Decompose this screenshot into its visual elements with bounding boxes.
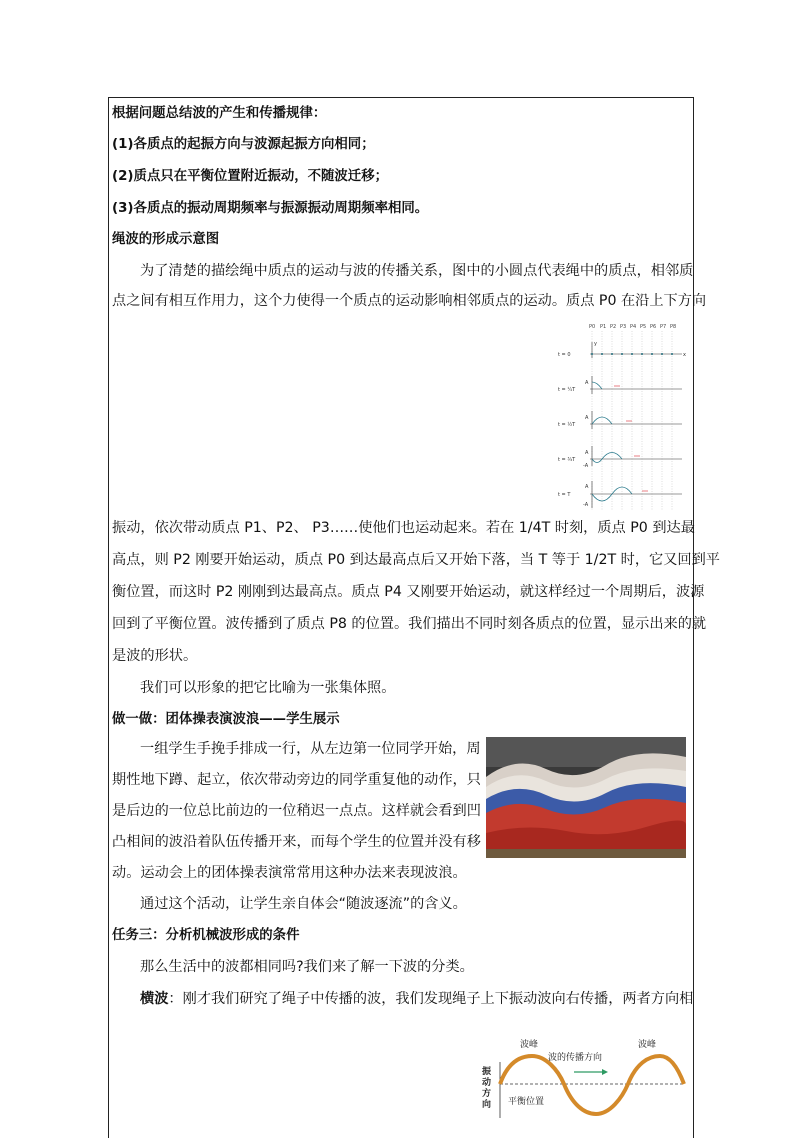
label-p8: P8 <box>670 324 677 330</box>
activity-line-1: 一组学生手挽手排成一行，从左边第一位同学开始，周 <box>140 741 481 757</box>
rope-section-title: 绳波的形成示意图 <box>112 232 220 247</box>
rule-3: (3)各质点的振动周期频率与振源振动周期频率相同。 <box>112 201 429 216</box>
task3-title: 任务三：分析机械波形成的条件 <box>112 928 300 943</box>
group-wave-photo <box>486 737 686 858</box>
label-p6: P6 <box>650 324 657 330</box>
equilibrium-label: 平衡位置 <box>508 1097 545 1107</box>
svg-text:A: A <box>585 380 589 386</box>
crest-left-label: 波峰 <box>520 1040 539 1050</box>
activity-line-2: 期性地下蹲、起立，依次带动旁边的同学重复他的动作，只 <box>112 772 481 788</box>
time-t0: t = 0 <box>558 352 571 358</box>
transverse-text: ：刚才我们研究了绳子中传播的波，我们发现绳子上下振动波向右传播，两者方向相 <box>168 991 694 1007</box>
rope-paragraph-line-5: 衡位置，而这时 P2 刚刚到达最高点。质点 P4 又刚要开始运动，就这样经过一个周期后，波源 <box>112 584 705 600</box>
vibration-char-3: 方 <box>482 1089 492 1099</box>
svg-text:x: x <box>683 352 686 358</box>
vibration-char-1: 振 <box>482 1067 492 1077</box>
task3-intro: 那么生活中的波都相同吗?我们来了解一下波的分类。 <box>140 959 474 975</box>
rope-paragraph-line-4: 高点，则 P2 刚要开始运动，质点 P0 到达最高点后又开始下落，当 T 等于 1/2T 时，它又回到平 <box>112 552 720 568</box>
activity-line-3: 是后边的一位总比前边的一位稍迟一点点。这样就会看到凹 <box>112 803 481 819</box>
svg-text:A: A <box>585 450 589 456</box>
time-quarter: t = ¼T <box>558 387 576 393</box>
activity-line-6: 通过这个活动，让学生亲自体会“随波逐流”的含义。 <box>140 896 467 912</box>
label-p7: P7 <box>660 324 667 330</box>
label-p3: P3 <box>620 324 627 330</box>
activity-title: 做一做：团体操表演波浪——学生展示 <box>112 712 340 727</box>
rope-paragraph-line-2: 点之间有相互作用力，这个力使得一个质点的运动影响相邻质点的运动。质点 P0 在沿上下方向 <box>112 293 707 309</box>
vibration-char-2: 动 <box>482 1078 492 1088</box>
label-p1: P1 <box>600 324 607 330</box>
summary-heading: 根据问题总结波的产生和传播规律： <box>112 106 327 121</box>
rope-paragraph-line-8: 我们可以形象的把它比喻为一张集体照。 <box>140 680 396 696</box>
propagation-label: 波的传播方向 <box>548 1053 603 1063</box>
transverse-label: 横波 <box>140 991 169 1007</box>
time-half: t = ½T <box>558 422 576 428</box>
svg-text:-A: -A <box>583 502 589 508</box>
vibration-char-4: 向 <box>482 1100 492 1110</box>
rope-wave-figure <box>556 318 688 514</box>
crest-right-label: 波峰 <box>638 1040 657 1050</box>
label-p0: P0 <box>589 324 596 330</box>
rope-paragraph-line-3: 振动，依次带动质点 P1、P2、 P3……使他们也运动起来。若在 1/4T 时刻，质点 P0 到达最 <box>112 520 695 536</box>
time-full: t = T <box>558 492 571 498</box>
svg-text:y: y <box>594 341 597 347</box>
rope-paragraph-line-1: 为了清楚的描绘绳中质点的运动与波的传播关系，图中的小圆点代表绳中的质点，相邻质 <box>140 263 694 279</box>
svg-text:-A: -A <box>583 463 589 469</box>
transverse-line <box>140 984 693 1014</box>
time-three-quarter: t = ¾T <box>558 457 576 463</box>
label-p4: P4 <box>630 324 637 330</box>
rope-paragraph-line-6: 回到了平衡位置。波传播到了质点 P8 的位置。我们描出不同时刻各质点的位置，显示出来的就 <box>112 616 707 632</box>
transverse-wave-diagram <box>478 1032 690 1123</box>
label-p5: P5 <box>640 324 647 330</box>
activity-line-5: 动。运动会上的团体操表演常常用这种办法来表现波浪。 <box>112 865 467 881</box>
activity-line-4: 凸相间的波沿着队伍传播开来，而每个学生的位置并没有移 <box>112 834 481 850</box>
label-p2: P2 <box>610 324 617 330</box>
rule-1: (1)各质点的起振方向与波源起振方向相同； <box>112 137 375 152</box>
svg-text:A: A <box>585 415 589 421</box>
rope-paragraph-line-7: 是波的形状。 <box>112 648 198 664</box>
rule-2: (2)质点只在平衡位置附近振动，不随波迁移； <box>112 169 388 184</box>
svg-text:A: A <box>585 484 589 490</box>
